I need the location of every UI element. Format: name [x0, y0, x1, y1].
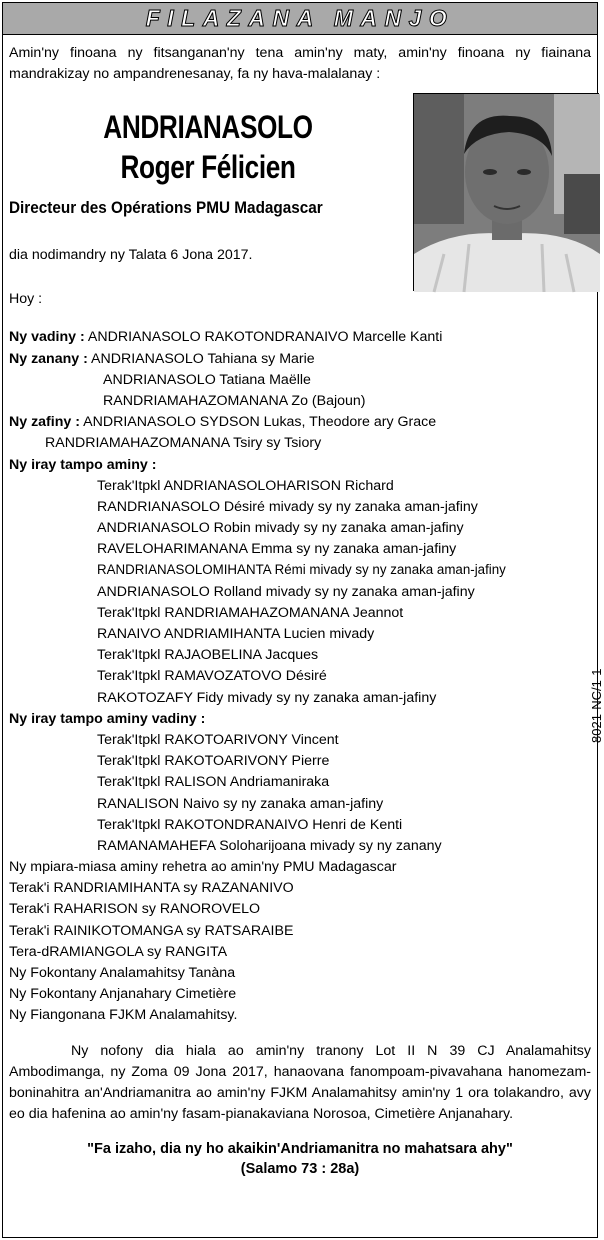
spouse-row: [9, 327, 591, 348]
list-item: Terak'Itpkl RAMAVOZATOVO Désiré: [97, 668, 327, 685]
list-item: Ny Fokontany Anjanahary Cimetière: [9, 986, 237, 1003]
grandchildren-row: [9, 412, 591, 433]
list-item: Ny Fiangonana FJKM Analamahitsy.: [9, 1007, 238, 1024]
list-item: Terak'i RAHARISON sy RANOROVELO: [9, 901, 261, 918]
list-item: Terak'i RANDRIAMIHANTA sy RAZANANIVO: [9, 880, 294, 897]
list-item: RAKOTOZAFY Fidy mivady sy ny zanaka aman-jafiny: [97, 689, 437, 706]
portrait-photo-icon: [413, 93, 599, 291]
list-item: Tera-dRAMIANGOLA sy RANGITA: [9, 943, 228, 960]
list-item: Ny mpiara-miasa aminy rehetra ao amin'ny PMU Madagascar: [9, 859, 397, 876]
list-item: RANDRIAMAHAZOMANANA Zo (Bajoun): [103, 392, 366, 409]
list-item: Terak'i RAINIKOTOMANGA sy RATSARAIBE: [9, 922, 294, 939]
notice-body: [3, 35, 597, 1179]
child-name: ANDRIANASOLO Tahiana sy Marie: [91, 350, 315, 367]
ad-reference-code: 8021-NC/1-1: [589, 668, 604, 743]
list-item: Terak'Itpkl RANDRIAMAHAZOMANANA Jeannot: [97, 604, 404, 621]
list-item: Terak'Itpkl ANDRIANASOLOHARISON Richard: [97, 477, 394, 494]
deceased-name: [9, 107, 407, 187]
children-row: [9, 349, 591, 370]
hoy-label: Hoy :: [9, 291, 43, 308]
grandchildren-label: Ny zafiny :: [9, 414, 80, 431]
deceased-position: Directeur des Opérations PMU Madagascar: [9, 198, 323, 218]
list-item: Ny Fokontany Analamahitsy Tanàna: [9, 965, 236, 982]
list-item: RANAIVO ANDRIAMIHANTA Lucien mivady: [97, 626, 375, 643]
verse-quote: "Fa izaho, dia ny ho akaikin'Andriamanitra no mahatsara ahy": [87, 1141, 513, 1158]
obituary-notice: [2, 2, 604, 1238]
list-item: ANDRIANASOLO Rolland mivady sy ny zanaka aman-jafiny: [97, 583, 475, 600]
burial-details: Ny nofony dia hiala ao amin'ny tranony Lot II N 39 CJ Analamahitsy Ambodimanga, ny Zoma 09 Jona 2017, hanaovana fanompoam-pivavahana hanomezam-boninahitra an'Andriamanitra ao amin'ny FJKM Analamahitsy amin'ny 1 ora tolakandro, avy eo dia hafenina ao amin'ny fasam-pianakaviana Norosoa, Cimetière Anjanahary.: [9, 1042, 591, 1123]
list-item: Terak'Itpkl RAKOTOARIVONY Vincent: [97, 731, 339, 748]
list-item: [9, 560, 591, 581]
list-item: ANDRIANASOLO Robin mivady sy ny zanaka aman-jafiny: [97, 520, 464, 537]
list-item: RANDRIAMAHAZOMANANA Tsiry sy Tsiory: [45, 435, 322, 452]
deceased-section: [9, 85, 591, 327]
list-item: Terak'Itpkl RAKOTONDRANAIVO Henri de Kenti: [97, 816, 403, 833]
deceased-given-names: Roger Félicien: [120, 149, 296, 186]
list-item: ANDRIANASOLO Tatiana Maëlle: [103, 371, 311, 388]
bible-verse: [9, 1139, 591, 1179]
spouse-name: ANDRIANASOLO RAKOTONDRANAIVO Marcelle Kanti: [87, 329, 443, 346]
spouse-siblings-label: Ny iray tampo aminy vadiny :: [9, 710, 206, 727]
siblings-label: Ny iray tampo aminy :: [9, 456, 157, 473]
list-item: RANALISON Naivo sy ny zanaka aman-jafiny: [97, 795, 384, 812]
header-title: FILAZANA MANJO: [145, 5, 455, 31]
intro-text: Amin'ny finoana ny fitsanganan'ny tena amin'ny maty, amin'ny finoana ny fiainana mandrakizay no ampandrenesanay, fa ny hava-malalanay :: [9, 45, 591, 83]
family-list: [9, 327, 591, 1026]
list-item-text: RANDRIANASOLOMIHANTA Rémi mivady sy ny zanaka aman-jafiny: [97, 562, 506, 579]
header-banner: [3, 3, 597, 35]
list-item: Terak'Itpkl RALISON Andriamaniraka: [97, 774, 330, 791]
death-date: dia nodimandry ny Talata 6 Jona 2017.: [9, 247, 253, 264]
deceased-surname: ANDRIANASOLO: [103, 109, 313, 146]
children-label: Ny zanany :: [9, 350, 88, 367]
spouse-label: Ny vadiny :: [9, 329, 85, 346]
list-item: Terak'Itpkl RAKOTOARIVONY Pierre: [97, 753, 330, 770]
list-item: RANDRIANASOLO Désiré mivady sy ny zanaka aman-jafiny: [97, 498, 478, 515]
list-item: Terak'Itpkl RAJAOBELINA Jacques: [97, 647, 319, 664]
verse-reference: (Salamo 73 : 28a): [240, 1161, 360, 1178]
list-item: RAVELOHARIMANANA Emma sy ny zanaka aman-jafiny: [97, 541, 457, 558]
grandchild-name: ANDRIANASOLO SYDSON Lukas, Theodore ary Grace: [83, 414, 437, 431]
list-item: RAMANAMAHEFA Soloharijoana mivady sy ny zanany: [97, 837, 442, 854]
